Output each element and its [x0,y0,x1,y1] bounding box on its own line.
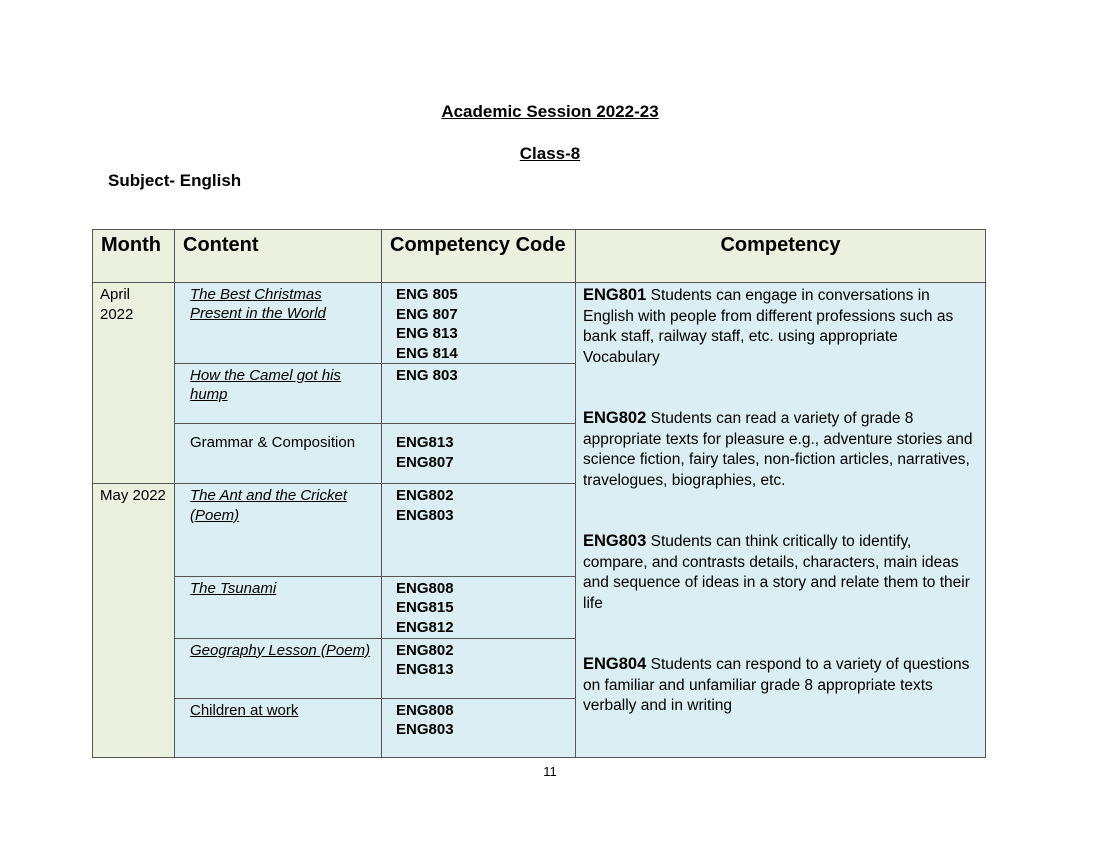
month-cell [93,283,175,484]
content-cell [175,638,382,698]
competency-item-code: ENG801 [583,286,647,304]
code-cell [382,638,576,698]
competency-item-code: ENG802 [583,409,647,427]
syllabus-table [92,229,986,758]
competency-item-text: Students can read a variety of grade 8 appropriate texts for pleasure e.g., adventure stories and science fiction, fairy tales, non-fiction articles, narratives, travelogues, biographies, etc. [583,410,973,489]
competency-item [583,408,977,491]
table-row [93,283,986,364]
competency-code: ENG802 [396,641,454,659]
content-cell [175,484,382,577]
competency-item-text: Students can respond to a variety of questions on familiar and unfamiliar grade 8 appropriate texts verbally and in writing [583,656,970,714]
competency-code: ENG 805 [396,286,458,303]
competency-item [583,531,977,614]
competency-item-text: Students can engage in conversations in English with people from different professions such as bank staff, railway staff, etc. using appropriate Vocabulary [583,287,954,366]
content-title: The Ant and the Cricket (Poem) [190,487,348,524]
competency-code: ENG 807 [396,305,458,323]
competency-item-code: ENG804 [583,655,647,673]
month-label: May 2022 [100,487,166,504]
content-title: Children at work [190,701,299,719]
code-cell [382,424,576,484]
subject-label: Subject- English [108,171,242,190]
content-cell [175,576,382,638]
competency-code: ENG 813 [396,325,458,342]
column-header-competency: Competency [576,230,986,283]
content-title: The Tsunami [190,579,277,597]
competency-code: ENG 803 [396,367,458,384]
content-title: Geography Lesson (Poem) [190,641,371,659]
competency-code: ENG813 [396,434,454,451]
content-cell [175,698,382,757]
session-title: Academic Session 2022-23 [441,102,659,121]
column-header-competency-code: Competency Code [382,230,576,283]
page-number: 11 [543,764,557,779]
month-label: April 2022 [100,286,134,323]
content-title: The Best Christmas Present in the World [190,286,326,322]
content-title: Grammar & Composition [190,434,356,451]
competency-cell [576,283,986,758]
competency-code: ENG802 [396,487,454,504]
competency-code: ENG815 [396,599,454,616]
competency-code: ENG808 [396,579,454,597]
column-header-month: Month [93,230,175,283]
content-title: How the Camel got his hump [190,367,341,403]
table-header-row [93,230,986,283]
code-cell [382,698,576,757]
code-cell [382,484,576,577]
competency-item-code: ENG803 [583,532,647,550]
month-cell [93,484,175,758]
code-cell [382,576,576,638]
competency-code: ENG813 [396,661,454,678]
competency-code: ENG 814 [396,344,458,362]
class-title: Class-8 [519,144,581,163]
content-cell [175,424,382,484]
competency-code: ENG812 [396,618,454,636]
competency-code: ENG807 [396,453,454,471]
competency-item-text: Students can think critically to identify, compare, and contrasts details, characters, main ideas and sequence of ideas in a story and relate them to their life [583,533,970,612]
competency-code: ENG808 [396,701,454,719]
code-cell [382,283,576,364]
competency-item [583,654,977,717]
competency-code: ENG803 [396,506,454,524]
competency-item [583,285,977,368]
content-cell [175,283,382,364]
column-header-content: Content [175,230,382,283]
code-cell [382,364,576,424]
competency-code: ENG803 [396,721,454,738]
content-cell [175,364,382,424]
